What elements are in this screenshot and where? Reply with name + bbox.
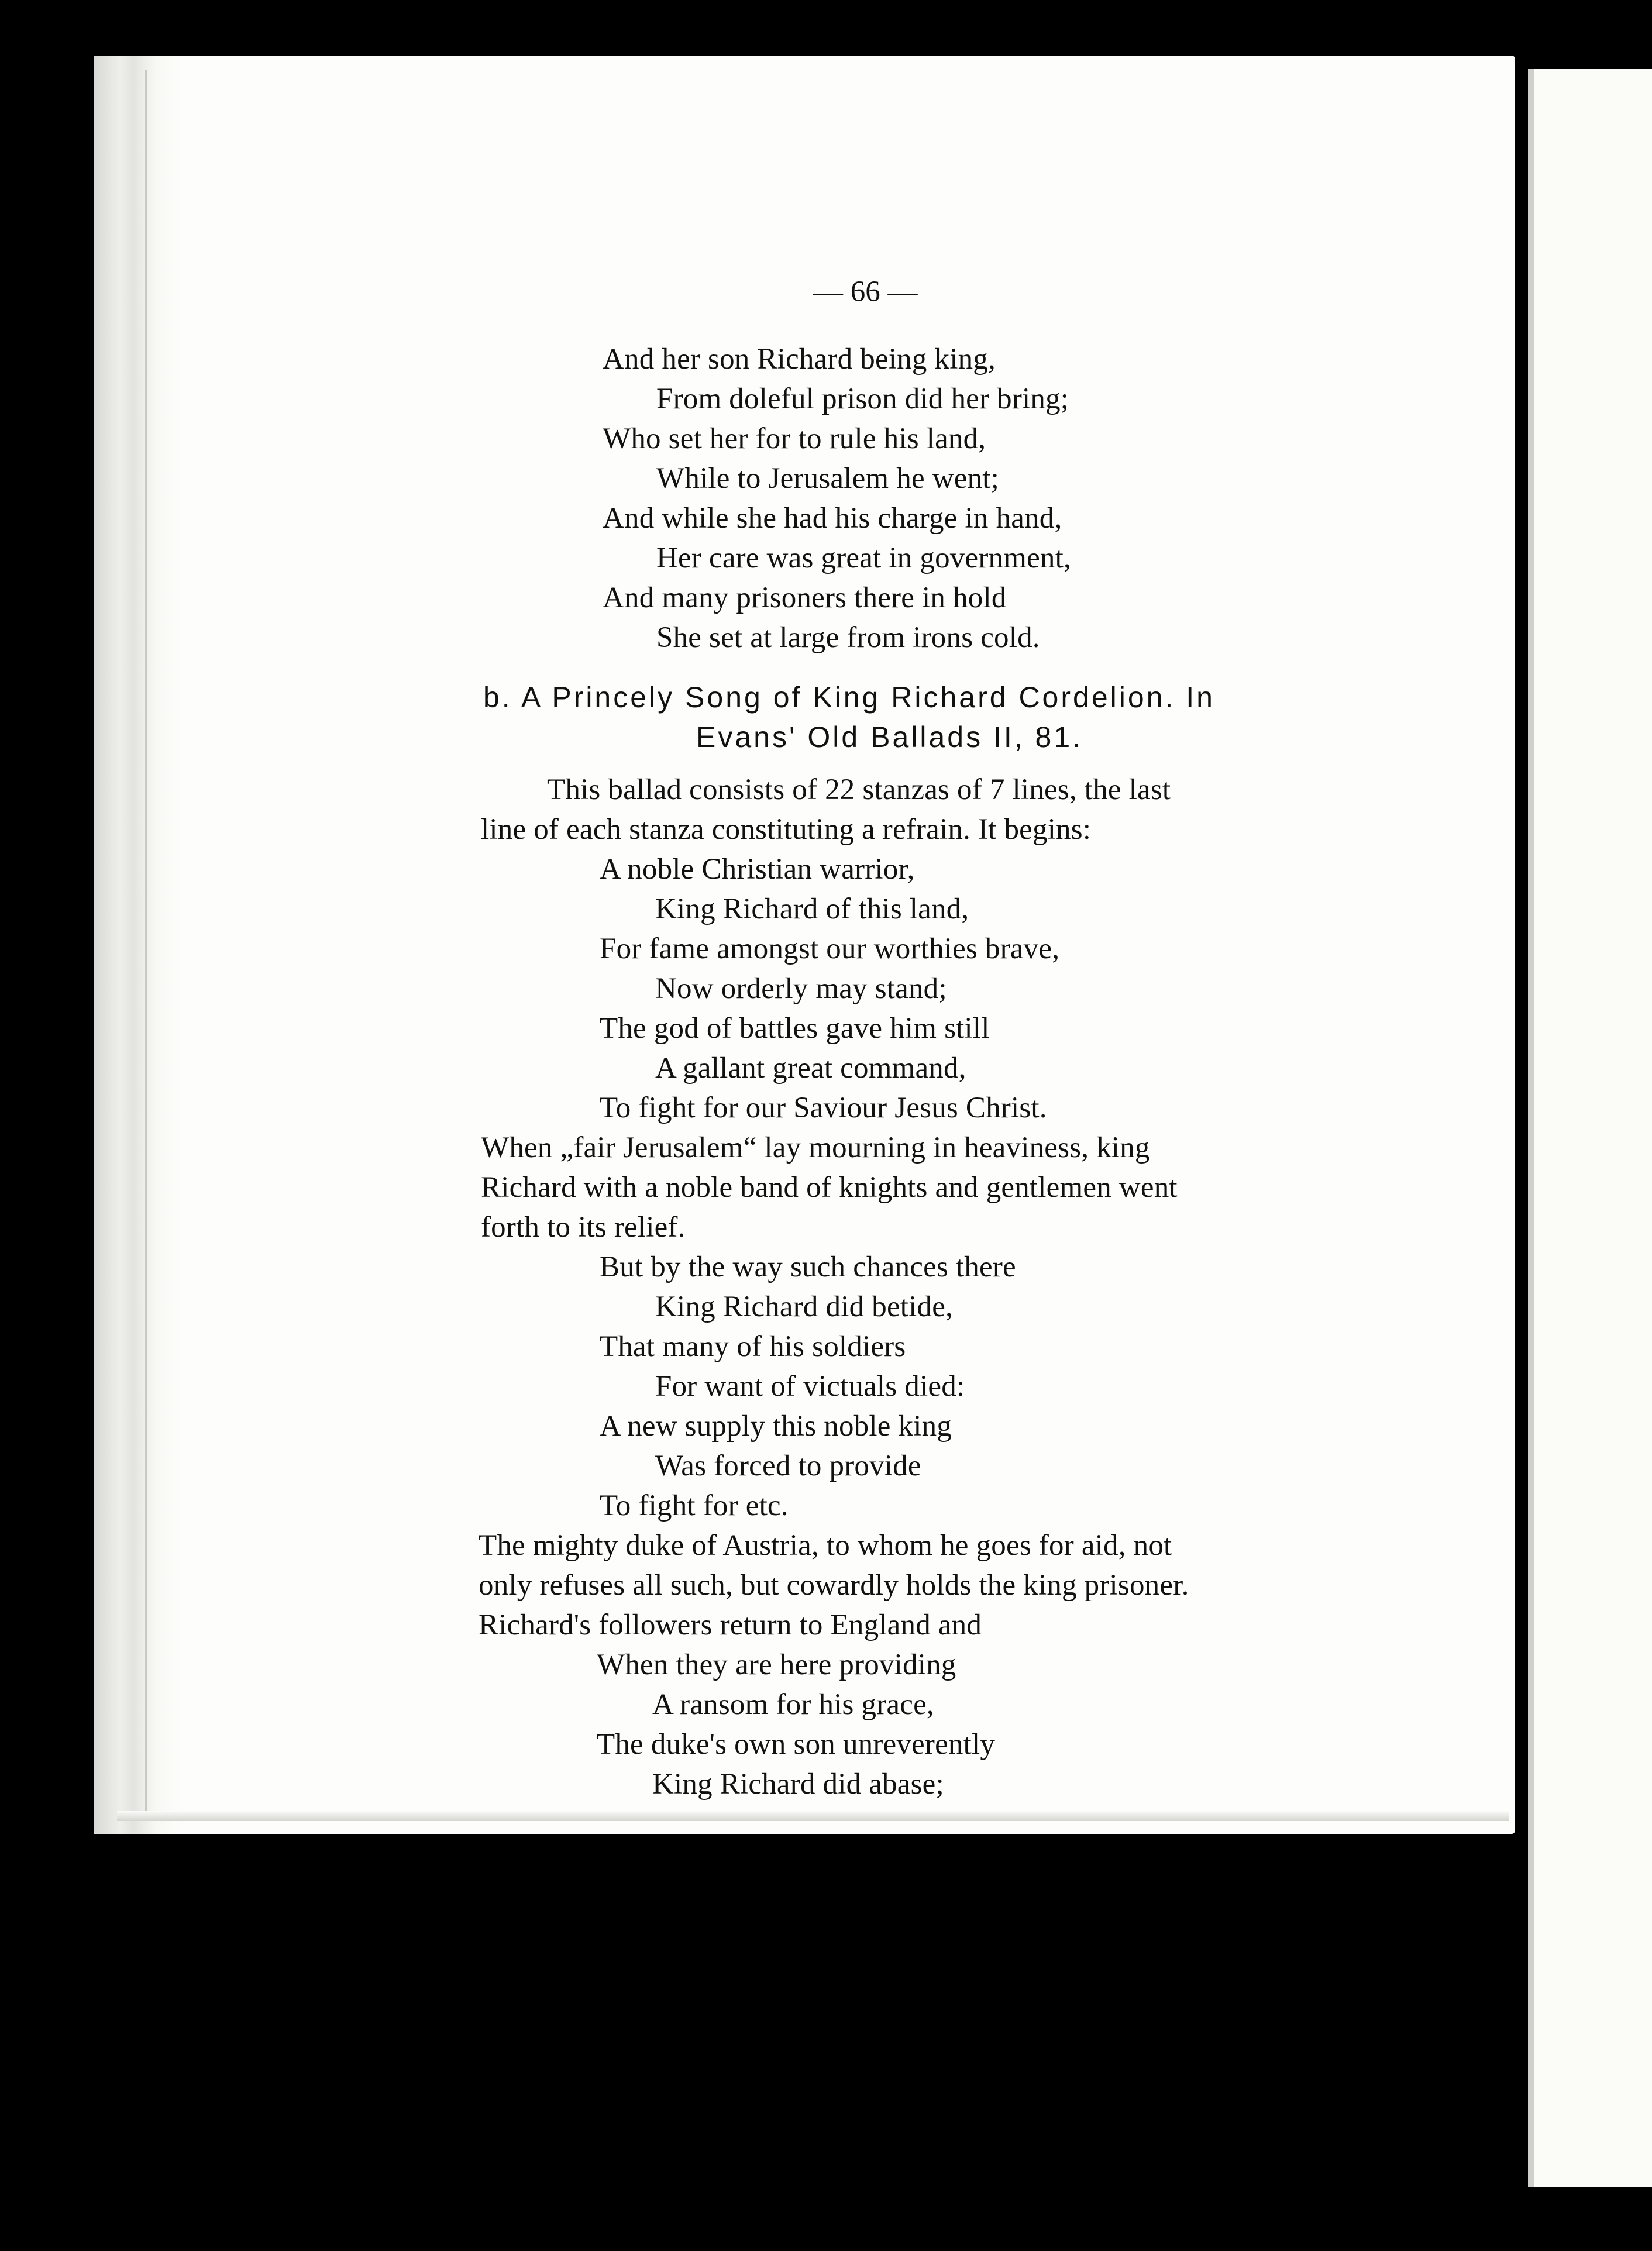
verse-line: Her care was great in government,: [656, 542, 1071, 574]
verse-line: The god of battles gave him still: [600, 1012, 990, 1045]
paragraph-line: This ballad consists of 22 stanzas of 7 lines, the last: [547, 773, 1171, 806]
verse-line: A noble Christian warrior,: [600, 853, 915, 886]
paragraph-line: line of each stanza constituting a refrain. It begins:: [481, 813, 1092, 846]
verse-line: That many of his soldiers: [600, 1330, 906, 1363]
verse-line: A gallant great command,: [655, 1052, 966, 1085]
verse-line: From doleful prison did her bring;: [656, 383, 1069, 415]
verse-line: For fame amongst our worthies brave,: [600, 932, 1060, 965]
verse-line: But by the way such chances there: [600, 1251, 1016, 1283]
verse-line: King Richard did abase;: [652, 1768, 944, 1801]
section-heading: b. A Princely Song of King Richard Cordelion. In: [483, 681, 1215, 714]
verse-line: King Richard of this land,: [655, 893, 969, 925]
verse-line: Was forced to provide: [655, 1450, 921, 1482]
verse-line: King Richard did betide,: [655, 1290, 954, 1323]
paragraph-line: The mighty duke of Austria, to whom he goes for aid, not: [479, 1529, 1172, 1562]
paragraph-line: When „fair Jerusalem“ lay mourning in heaviness, king: [481, 1131, 1150, 1164]
verse-line: Now orderly may stand;: [655, 972, 947, 1005]
verse-line: To fight for our Saviour Jesus Christ.: [600, 1092, 1047, 1124]
page-number: — 66 —: [813, 276, 918, 308]
verse-line: She set at large from irons cold.: [656, 621, 1040, 654]
facing-page-edge: [1528, 69, 1652, 2187]
verse-line: When they are here providing: [597, 1648, 956, 1681]
verse-line: And many prisoners there in hold: [603, 581, 1007, 614]
verse-line: A ransom for his grace,: [652, 1688, 934, 1721]
verse-line: The duke's own son unreverently: [597, 1728, 996, 1761]
facing-page-shadow: [1528, 69, 1534, 2187]
paragraph-line: only refuses all such, but cowardly holds the king prisoner.: [479, 1569, 1189, 1602]
verse-line: For want of victuals died:: [655, 1370, 965, 1403]
paragraph-line: forth to its relief.: [481, 1211, 686, 1244]
verse-line: And her son Richard being king,: [603, 343, 996, 376]
verse-line: A new supply this noble king: [600, 1410, 952, 1443]
page-gutter: [94, 56, 181, 1834]
verse-line: To fight for etc.: [600, 1489, 789, 1522]
paragraph-line: Richard with a noble band of knights and gentlemen went: [481, 1171, 1178, 1204]
paragraph-line: Richard's followers return to England and: [479, 1609, 982, 1641]
gutter-line: [145, 70, 147, 1813]
page-bottom-edge: [117, 1811, 1509, 1821]
section-heading-source: Evans' Old Ballads II, 81.: [696, 721, 1083, 753]
verse-line: And while she had his charge in hand,: [603, 502, 1062, 535]
verse-line: Who set her for to rule his land,: [603, 422, 986, 455]
verse-line: While to Jerusalem he went;: [656, 462, 1000, 495]
